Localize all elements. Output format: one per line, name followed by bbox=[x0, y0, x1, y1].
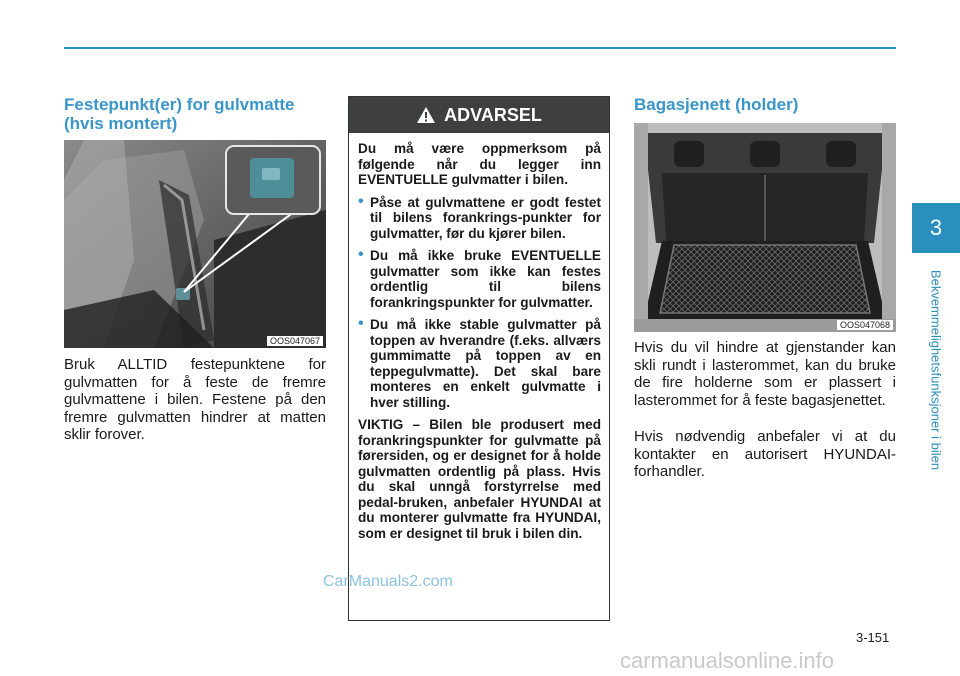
cargo-net-heading: Bagasjenett (holder) bbox=[634, 95, 799, 114]
floor-mat-anchor-illustration bbox=[64, 140, 326, 348]
cargo-net-paragraph-1: Hvis du vil hindre at gjenstander kan skli rundt i lasterommet, kan du bruke de fire holderne som er plassert i lasterommet for å feste bagasjenettet. bbox=[634, 339, 896, 409]
top-rule bbox=[64, 47, 896, 49]
warning-triangle-icon bbox=[416, 106, 436, 124]
cargo-net-paragraph-2: Hvis nødvendig anbefaler vi at du kontakter en autorisert HYUNDAI-forhandler. bbox=[634, 428, 896, 480]
warning-intro: Du må være oppmerksom på følgende når du legger inn EVENTUELLE gulvmatter i bilen. bbox=[358, 141, 601, 187]
warning-bullet: • Du må ikke stable gulvmatter på toppen av hverandre (f.eks. allværs gummimatte på toppen av en teppegulvmatte). Det skal bare monteres en enkelt gulvmatte i hver stilling. bbox=[358, 317, 601, 410]
floor-mat-anchor-photo bbox=[64, 140, 326, 348]
watermark-large: carmanualsonline.info bbox=[620, 648, 835, 673]
warning-bullet: • Du må ikke bruke EVENTUELLE gulvmatter som ikke kan festes ordentlig til bilens forankringspunkter for gulvmatter. bbox=[358, 248, 601, 310]
warning-content bbox=[349, 133, 609, 541]
warning-bullet-list bbox=[358, 195, 601, 411]
chapter-title-vertical: Bekvemmelighetsfunksjoner i bilen bbox=[928, 269, 944, 471]
warning-bullet: • Påse at gulvmattene er godt festet til bilens forankrings-punkter for gulvmatter, før du kjører bilen. bbox=[358, 195, 601, 242]
page-number: 3-151 bbox=[856, 630, 890, 645]
floor-mat-paragraph: Bruk ALLTID festepunktene for gulvmatten for å feste de fremre gulvmattene i bilen. Festene på den fremre gulvmatten hindrer at matten sklir forover. bbox=[64, 356, 326, 443]
floor-mat-heading: Festepunkt(er) for gulvmatte (hvis montert) bbox=[64, 95, 295, 133]
cargo-net-photo bbox=[634, 123, 896, 332]
warning-important: VIKTIG – Bilen ble produsert med forankringspunkter for gulvmatte på førersiden, og er designet for å holde gulvmatten ordentlig på plass. Hvis du skal unngå forstyrrelse med pedal-bruken, anbefaler HYUNDAI at du monterer gulvmatte fra HYUNDAI, som er designet til bruk i bilen din. bbox=[358, 417, 601, 541]
chapter-number-tab: 3 bbox=[912, 203, 960, 253]
watermark-small: CarManuals2.com bbox=[323, 573, 453, 590]
warning-title: ADVARSEL bbox=[444, 104, 542, 125]
warning-header bbox=[349, 97, 609, 133]
image-code-right: OOS047068 bbox=[837, 320, 893, 330]
cargo-net-illustration bbox=[634, 123, 896, 332]
image-code-left: OOS047067 bbox=[267, 336, 323, 346]
warning-box bbox=[348, 96, 610, 621]
